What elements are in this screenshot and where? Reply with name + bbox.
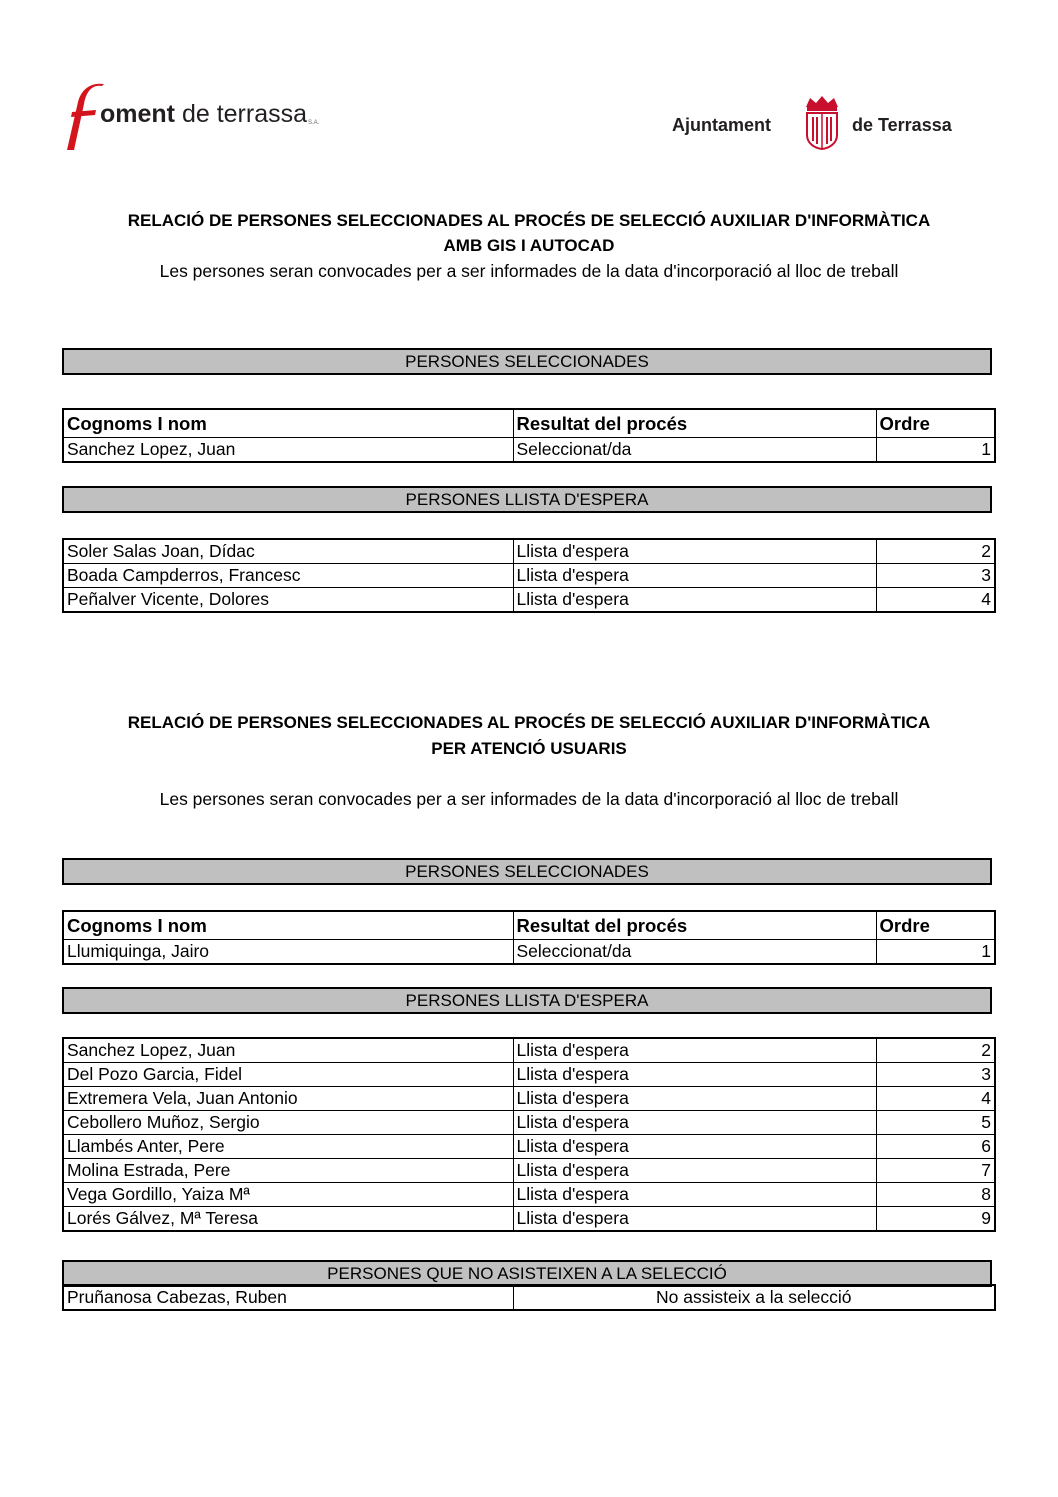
table-header-row [63,911,995,940]
cell-order: 7 [876,1159,995,1183]
table-row [63,1063,995,1087]
table-row [63,539,995,564]
table-row [63,1135,995,1159]
cell-name: Lorés Gálvez, Mª Teresa [63,1207,513,1232]
header-order: Ordre [876,409,995,438]
section2-title-line2: PER ATENCIÓ USUARIS [431,739,627,758]
section1-waitlist-table [62,538,996,613]
cell-result: Llista d'espera [513,1135,876,1159]
cell-order: 1 [876,940,995,965]
cell-order: 4 [876,588,995,613]
section2-selected-banner: PERSONES SELECCIONADES [62,858,992,885]
table-row [63,1038,995,1063]
ajuntament-label: Ajuntament [672,115,771,135]
cell-order: 8 [876,1183,995,1207]
section1-waitlist-banner: PERSONES LLISTA D'ESPERA [62,486,992,513]
de-terrassa-label: de Terrassa [852,115,952,135]
section1-subtitle: Les persones seran convocades per a ser informades de la data d'incorporació al lloc de treball [159,261,899,281]
cell-order: 4 [876,1087,995,1111]
table-header-row [63,409,995,438]
cell-name: Peñalver Vicente, Dolores [63,588,513,613]
cell-result: Llista d'espera [513,588,876,613]
section2-title-line1: RELACIÓ DE PERSONES SELECCIONADES AL PROCÉS DE SELECCIÓ AUXILIAR D'INFORMÀTICA [127,713,931,732]
foment-suffix: S.A. [308,120,320,126]
cell-name: Del Pozo Garcia, Fidel [63,1063,513,1087]
cell-name: Pruñanosa Cabezas, Ruben [63,1285,513,1310]
cell-name: Cebollero Muñoz, Sergio [63,1111,513,1135]
header-order: Ordre [876,911,995,940]
cell-result: Llista d'espera [513,564,876,588]
section1-title-line2: AMB GIS I AUTOCAD [443,236,615,255]
cell-name: Molina Estrada, Pere [63,1159,513,1183]
cell-result: Llista d'espera [513,1087,876,1111]
header-name: Cognoms I nom [63,911,513,940]
cell-name: Vega Gordillo, Yaiza Mª [63,1183,513,1207]
section2-waitlist-banner: PERSONES LLISTA D'ESPERA [62,987,992,1014]
cell-order: 3 [876,1063,995,1087]
table-row [63,1183,995,1207]
section2-selected-table [62,910,996,965]
cell-result: No assisteix a la selecció [513,1285,995,1310]
cell-result: Llista d'espera [513,1111,876,1135]
table-row [63,1207,995,1232]
cell-result: Seleccionat/da [513,438,876,463]
header-result: Resultat del procés [513,911,876,940]
cell-result: Llista d'espera [513,1063,876,1087]
cell-name: Sanchez Lopez, Juan [63,438,513,463]
foment-wordmark [100,100,319,129]
cell-order: 5 [876,1111,995,1135]
cell-order: 2 [876,1038,995,1063]
cell-result: Llista d'espera [513,539,876,564]
table-row [63,1285,995,1310]
section2-absent-banner: PERSONES QUE NO ASISTEIXEN A LA SELECCIÓ [62,1260,992,1287]
cell-order: 3 [876,564,995,588]
cell-name: Soler Salas Joan, Dídac [63,539,513,564]
cell-result: Llista d'espera [513,1183,876,1207]
section1-title-line1: RELACIÓ DE PERSONES SELECCIONADES AL PROCÉS DE SELECCIÓ AUXILIAR D'INFORMÀTICA [127,211,931,230]
cell-name: Boada Campderros, Francesc [63,564,513,588]
cell-name: Extremera Vela, Juan Antonio [63,1087,513,1111]
cell-result: Seleccionat/da [513,940,876,965]
cell-result: Llista d'espera [513,1159,876,1183]
section2-subtitle: Les persones seran convocades per a ser informades de la data d'incorporació al lloc de treball [159,789,899,809]
cell-order: 2 [876,539,995,564]
table-row [63,1087,995,1111]
table-row [63,564,995,588]
foment-word-bold: oment [100,100,175,128]
cell-name: Llumiquinga, Jairo [63,940,513,965]
ajuntament-logo [672,95,972,155]
foment-logo [62,82,342,154]
section2-waitlist-table [62,1037,996,1232]
table-row [63,588,995,613]
cell-name: Sanchez Lopez, Juan [63,1038,513,1063]
section1-selected-table [62,408,996,463]
table-row [63,940,995,965]
header-result: Resultat del procés [513,409,876,438]
cell-order: 6 [876,1135,995,1159]
cell-result: Llista d'espera [513,1038,876,1063]
section2-absent-table [62,1284,996,1311]
section1-selected-banner: PERSONES SELECCIONADES [62,348,992,375]
cell-result: Llista d'espera [513,1207,876,1232]
table-row [63,438,995,463]
coat-of-arms-icon [802,95,842,150]
header-name: Cognoms I nom [63,409,513,438]
table-row [63,1111,995,1135]
table-row [63,1159,995,1183]
cell-order: 9 [876,1207,995,1232]
cell-name: Llambés Anter, Pere [63,1135,513,1159]
cell-order: 1 [876,438,995,463]
foment-word-rest: de terrassa [181,100,308,128]
